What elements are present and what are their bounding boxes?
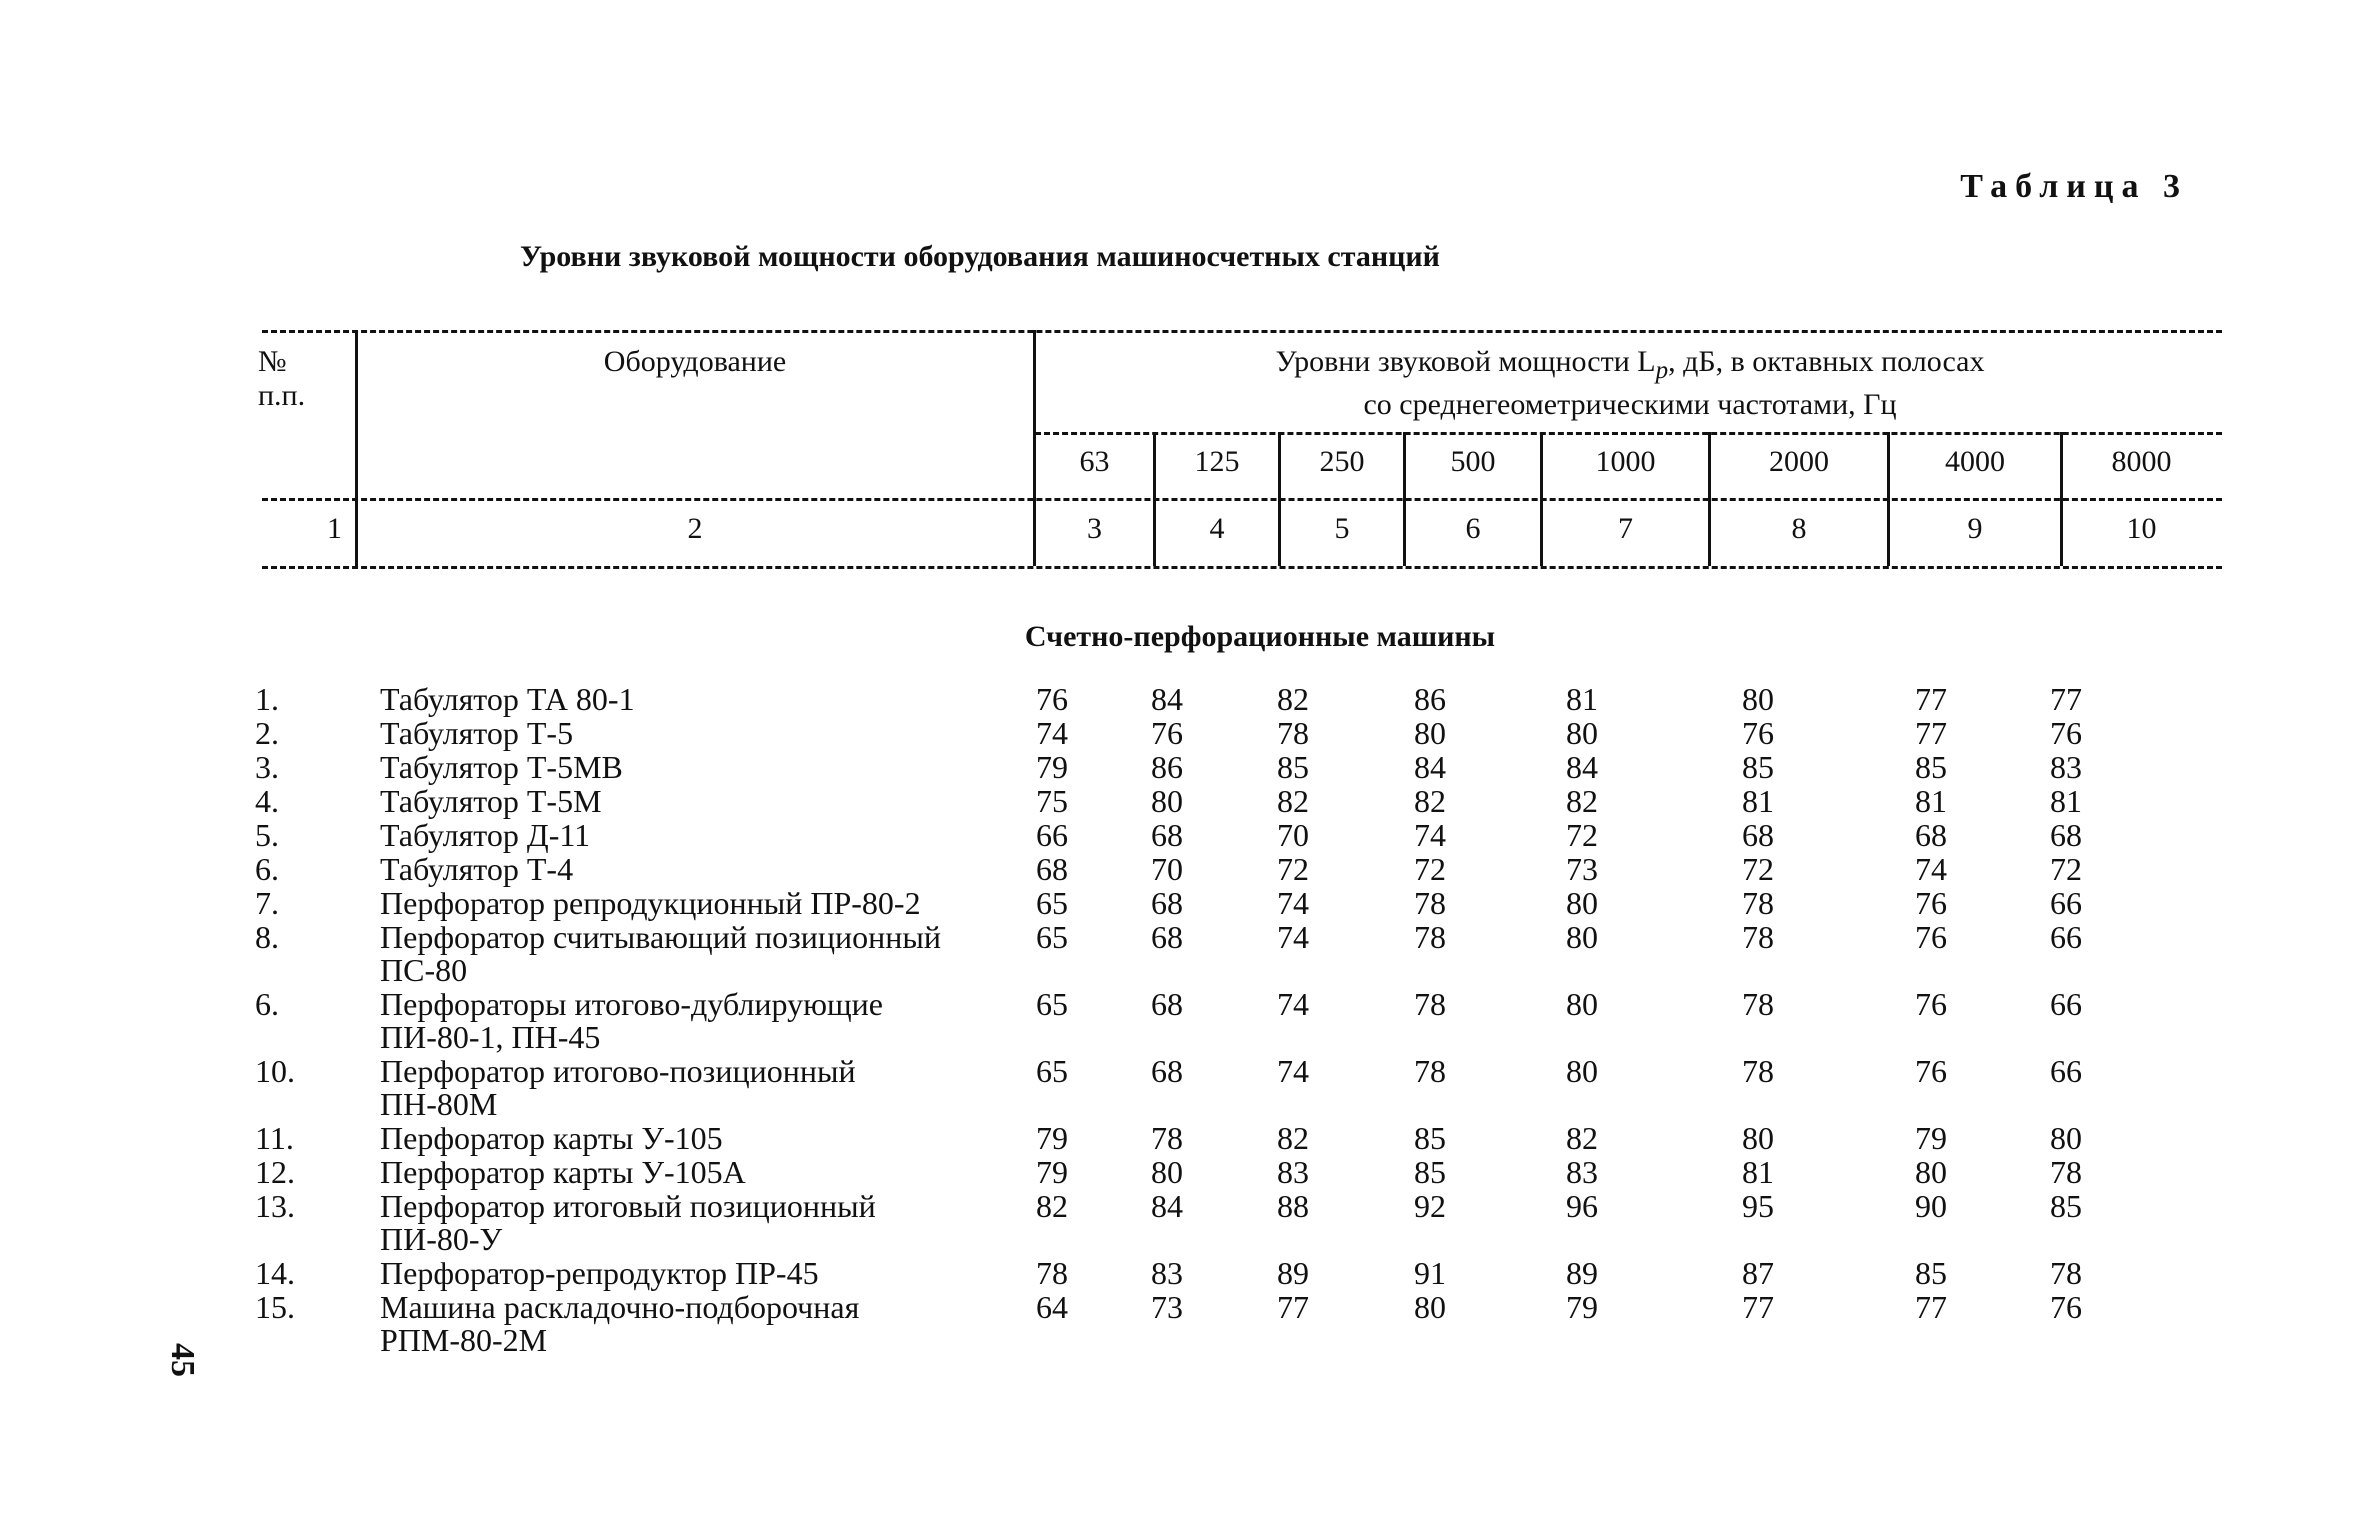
sound-level-value: 66 — [2050, 919, 2082, 955]
sound-level-value: 78 — [1742, 986, 1774, 1022]
sound-level-value: 80 — [1566, 919, 1598, 955]
page-number: 45 — [164, 1343, 201, 1377]
sound-level-value: 81 — [1566, 681, 1598, 717]
sound-level-value: 89 — [1566, 1255, 1598, 1291]
equipment-name-line: Перфоратор карты У-105А — [380, 1154, 746, 1190]
sound-level-value: 68 — [1742, 817, 1774, 853]
sound-level-value: 79 — [1566, 1289, 1598, 1325]
header-num-line2: п.п. — [258, 379, 306, 412]
sound-level-value: 82 — [1566, 1120, 1598, 1156]
row-number: 8. — [255, 919, 279, 955]
sound-level-value: 82 — [1414, 783, 1446, 819]
sound-level-value: 76 — [1742, 715, 1774, 751]
table-row — [255, 1055, 2255, 1122]
sound-level-value: 78 — [1414, 919, 1446, 955]
sound-level-value: 88 — [1277, 1188, 1309, 1224]
equipment-name-line: Перфоратор итоговый позиционный — [380, 1188, 876, 1224]
sound-level-value: 77 — [1742, 1289, 1774, 1325]
sound-level-value: 80 — [1742, 681, 1774, 717]
sound-level-value: 76 — [1915, 1053, 1947, 1089]
equipment-name-line: Табулятор Т-5М — [380, 783, 602, 819]
freq-cell: 125 — [1194, 445, 1240, 478]
table-row — [255, 717, 2255, 751]
sound-level-value: 83 — [1566, 1154, 1598, 1190]
row-number: 10. — [255, 1053, 295, 1089]
sound-level-value: 89 — [1277, 1255, 1309, 1291]
equipment-name-line: Перфоратор карты У-105 — [380, 1120, 723, 1156]
header-divider — [355, 330, 358, 566]
header-levels — [1040, 345, 2220, 422]
sound-level-value: 85 — [1414, 1154, 1446, 1190]
sound-level-value: 72 — [1277, 851, 1309, 887]
sound-level-value: 80 — [1742, 1120, 1774, 1156]
sound-level-value: 79 — [1036, 749, 1068, 785]
sound-level-value: 68 — [1915, 817, 1947, 853]
sound-level-value: 82 — [1277, 1120, 1309, 1156]
sound-level-value: 85 — [1915, 1255, 1947, 1291]
sound-level-value: 70 — [1277, 817, 1309, 853]
sound-level-value: 76 — [2050, 715, 2082, 751]
sound-level-value: 65 — [1036, 986, 1068, 1022]
column-number: 3 — [1087, 512, 1102, 545]
table-row — [255, 819, 2255, 853]
sound-level-value: 83 — [1151, 1255, 1183, 1291]
sound-level-value: 68 — [1036, 851, 1068, 887]
sound-level-value: 84 — [1414, 749, 1446, 785]
header-bottom-rule — [262, 566, 2222, 569]
sound-level-value: 85 — [1277, 749, 1309, 785]
sound-level-value: 76 — [1915, 986, 1947, 1022]
row-number: 11. — [255, 1120, 294, 1156]
freq-cell: 500 — [1450, 445, 1496, 478]
header-levels-text-rest: , дБ, в октавных полосах — [1668, 345, 1985, 378]
sound-level-value: 68 — [1151, 986, 1183, 1022]
header-levels-line1 — [1040, 345, 2220, 388]
sound-level-value: 74 — [1277, 919, 1309, 955]
sound-level-value: 85 — [1742, 749, 1774, 785]
sound-level-value: 74 — [1915, 851, 1947, 887]
sound-level-value: 79 — [1036, 1154, 1068, 1190]
sound-level-value: 82 — [1277, 681, 1309, 717]
sound-level-value: 77 — [2050, 681, 2082, 717]
sound-level-value: 80 — [1414, 1289, 1446, 1325]
sound-level-value: 80 — [1566, 715, 1598, 751]
sound-level-value: 72 — [1742, 851, 1774, 887]
sound-level-value: 72 — [1566, 817, 1598, 853]
equipment-name-line: ПС-80 — [380, 952, 468, 988]
sound-level-value: 75 — [1036, 783, 1068, 819]
sound-level-value: 72 — [1414, 851, 1446, 887]
sound-level-value: 68 — [2050, 817, 2082, 853]
sound-level-value: 81 — [2050, 783, 2082, 819]
sound-level-value: 82 — [1277, 783, 1309, 819]
sound-level-value: 85 — [2050, 1188, 2082, 1224]
sound-level-value: 68 — [1151, 885, 1183, 921]
header-equipment: Оборудование — [603, 345, 787, 378]
sound-level-value: 80 — [1414, 715, 1446, 751]
equipment-name-line: Табулятор Д-11 — [380, 817, 591, 853]
sound-level-value: 74 — [1414, 817, 1446, 853]
table-row — [255, 683, 2255, 717]
table-row — [255, 1156, 2255, 1190]
sound-level-value: 83 — [1277, 1154, 1309, 1190]
sound-level-value: 78 — [1414, 1053, 1446, 1089]
sound-level-value: 65 — [1036, 1053, 1068, 1089]
sound-level-value: 74 — [1036, 715, 1068, 751]
column-number: 1 — [327, 512, 342, 545]
sound-level-value: 76 — [1151, 715, 1183, 751]
table-label: Таблица 3 — [1960, 168, 2188, 205]
sound-level-value: 80 — [1151, 1154, 1183, 1190]
freq-cell: 2000 — [1769, 445, 1829, 478]
freq-cell: 250 — [1319, 445, 1365, 478]
sound-level-value: 66 — [2050, 986, 2082, 1022]
sound-level-value: 78 — [1742, 1053, 1774, 1089]
equipment-name-line: ПИ-80-У — [380, 1221, 503, 1257]
table-row — [255, 751, 2255, 785]
sound-level-value: 80 — [1566, 885, 1598, 921]
sound-level-value: 66 — [1036, 817, 1068, 853]
sound-level-value: 84 — [1151, 1188, 1183, 1224]
header-num — [258, 345, 338, 413]
sound-level-value: 65 — [1036, 885, 1068, 921]
sound-level-value: 78 — [1036, 1255, 1068, 1291]
header-levels-subscript: p — [1655, 357, 1669, 384]
sound-level-value: 73 — [1566, 851, 1598, 887]
table-row — [255, 988, 2255, 1055]
equipment-name-line: Перфоратор репродукционный ПР-80-2 — [380, 885, 921, 921]
sound-level-value: 80 — [1566, 986, 1598, 1022]
column-number: 5 — [1334, 512, 1350, 545]
sound-level-value: 85 — [1915, 749, 1947, 785]
row-number: 2. — [255, 715, 279, 751]
sound-level-value: 87 — [1742, 1255, 1774, 1291]
freq-cell: 4000 — [1945, 445, 2005, 478]
equipment-name-line: Перфораторы итогово-дублирующие — [380, 986, 883, 1022]
sound-level-value: 74 — [1277, 1053, 1309, 1089]
equipment-name-line: Перфоратор считывающий позиционный — [380, 919, 941, 955]
sound-level-value: 80 — [1915, 1154, 1947, 1190]
sound-level-value: 65 — [1036, 919, 1068, 955]
row-number: 6. — [255, 851, 279, 887]
sound-level-value: 73 — [1151, 1289, 1183, 1325]
freq-cell: 8000 — [2111, 445, 2172, 478]
table-row — [255, 1122, 2255, 1156]
sound-level-value: 76 — [1036, 681, 1068, 717]
sound-level-value: 86 — [1414, 681, 1446, 717]
sound-level-value: 76 — [1915, 919, 1947, 955]
equipment-name-line: Перфоратор итогово-позиционный — [380, 1053, 856, 1089]
header-freq-rule — [1035, 432, 2222, 435]
sound-level-value: 81 — [1915, 783, 1947, 819]
sound-level-value: 68 — [1151, 817, 1183, 853]
equipment-name-line: Табулятор Т-5МВ — [380, 749, 623, 785]
sound-level-value: 77 — [1277, 1289, 1309, 1325]
sound-level-value: 84 — [1151, 681, 1183, 717]
sound-level-value: 84 — [1566, 749, 1598, 785]
sound-level-value: 70 — [1151, 851, 1183, 887]
sound-level-value: 80 — [1566, 1053, 1598, 1089]
sound-level-value: 86 — [1151, 749, 1183, 785]
sound-level-value: 82 — [1566, 783, 1598, 819]
equipment-name-line: Перфоратор-репродуктор ПР-45 — [380, 1255, 819, 1291]
sound-level-value: 78 — [1742, 919, 1774, 955]
sound-level-value: 76 — [2050, 1289, 2082, 1325]
sound-level-value: 77 — [1915, 715, 1947, 751]
sound-level-value: 78 — [1277, 715, 1309, 751]
sound-level-value: 85 — [1414, 1120, 1446, 1156]
sound-level-value: 80 — [1151, 783, 1183, 819]
equipment-name-line: Машина раскладочно-подборочная — [380, 1289, 860, 1325]
sound-level-value: 78 — [2050, 1255, 2082, 1291]
sound-level-value: 78 — [1151, 1120, 1183, 1156]
row-number: 12. — [255, 1154, 295, 1190]
sound-level-value: 81 — [1742, 783, 1774, 819]
column-number: 7 — [1618, 512, 1633, 545]
sound-level-value: 78 — [1742, 885, 1774, 921]
sound-level-value: 83 — [2050, 749, 2082, 785]
table-row — [255, 921, 2255, 988]
sound-level-value: 77 — [1915, 1289, 1947, 1325]
column-number: 9 — [1967, 512, 1983, 545]
sound-level-value: 64 — [1036, 1289, 1068, 1325]
header-mid-rule — [262, 498, 2222, 501]
row-number: 1. — [255, 681, 279, 717]
row-number: 7. — [255, 885, 279, 921]
column-number: 2 — [687, 512, 703, 545]
row-number: 5. — [255, 817, 279, 853]
table-row — [255, 853, 2255, 887]
sound-level-value: 68 — [1151, 919, 1183, 955]
sound-level-value: 96 — [1566, 1188, 1598, 1224]
sound-level-value: 76 — [1915, 885, 1947, 921]
sound-level-value: 78 — [1414, 986, 1446, 1022]
table-title: Уровни звуковой мощности оборудования машиносчетных станций — [520, 240, 1440, 273]
sound-level-value: 78 — [2050, 1154, 2082, 1190]
freq-cell: 63 — [1079, 445, 1110, 478]
header-levels-line2: со среднегеометрическими частотами, Гц — [1363, 388, 1897, 421]
header-top-rule — [262, 330, 2222, 333]
column-number: 10 — [2126, 512, 2157, 545]
sound-level-value: 95 — [1742, 1188, 1774, 1224]
sound-level-value: 92 — [1414, 1188, 1446, 1224]
row-number: 6. — [255, 986, 279, 1022]
sound-level-value: 68 — [1151, 1053, 1183, 1089]
equipment-name-line: Табулятор Т-4 — [380, 851, 574, 887]
sound-level-value: 77 — [1915, 681, 1947, 717]
table-row — [255, 1291, 2255, 1358]
sound-level-value: 79 — [1036, 1120, 1068, 1156]
row-number: 14. — [255, 1255, 295, 1291]
table-row — [255, 785, 2255, 819]
sound-level-value: 72 — [2050, 851, 2082, 887]
row-number: 4. — [255, 783, 279, 819]
equipment-name-line: ПИ-80-1, ПН-45 — [380, 1019, 601, 1055]
equipment-name-line: Табулятор ТА 80-1 — [380, 681, 635, 717]
sound-level-value: 91 — [1414, 1255, 1446, 1291]
sound-level-value: 78 — [1414, 885, 1446, 921]
table-row — [255, 1190, 2255, 1257]
row-number: 15. — [255, 1289, 295, 1325]
row-number: 3. — [255, 749, 279, 785]
equipment-name-line: Табулятор Т-5 — [380, 715, 574, 751]
sound-level-value: 74 — [1277, 986, 1309, 1022]
sound-level-value: 80 — [2050, 1120, 2082, 1156]
section-title: Счетно-перфорационные машины — [1024, 620, 1496, 653]
sound-level-value: 74 — [1277, 885, 1309, 921]
sound-level-value: 66 — [2050, 885, 2082, 921]
column-number: 4 — [1209, 512, 1225, 545]
header-levels-text: Уровни звуковой мощности L — [1275, 345, 1656, 378]
header-num-line1: № — [258, 345, 287, 378]
sound-level-value: 81 — [1742, 1154, 1774, 1190]
sound-level-value: 90 — [1915, 1188, 1947, 1224]
sound-level-value: 66 — [2050, 1053, 2082, 1089]
table-body — [255, 683, 2255, 1358]
column-number: 8 — [1791, 512, 1807, 545]
sound-level-value: 79 — [1915, 1120, 1947, 1156]
sound-level-value: 82 — [1036, 1188, 1068, 1224]
freq-cell: 1000 — [1595, 445, 1656, 478]
table-row — [255, 887, 2255, 921]
equipment-name-line: РПМ-80-2М — [380, 1322, 548, 1358]
column-number: 6 — [1465, 512, 1481, 545]
row-number: 13. — [255, 1188, 295, 1224]
table-row — [255, 1257, 2255, 1291]
equipment-name-line: ПН-80М — [380, 1086, 498, 1122]
